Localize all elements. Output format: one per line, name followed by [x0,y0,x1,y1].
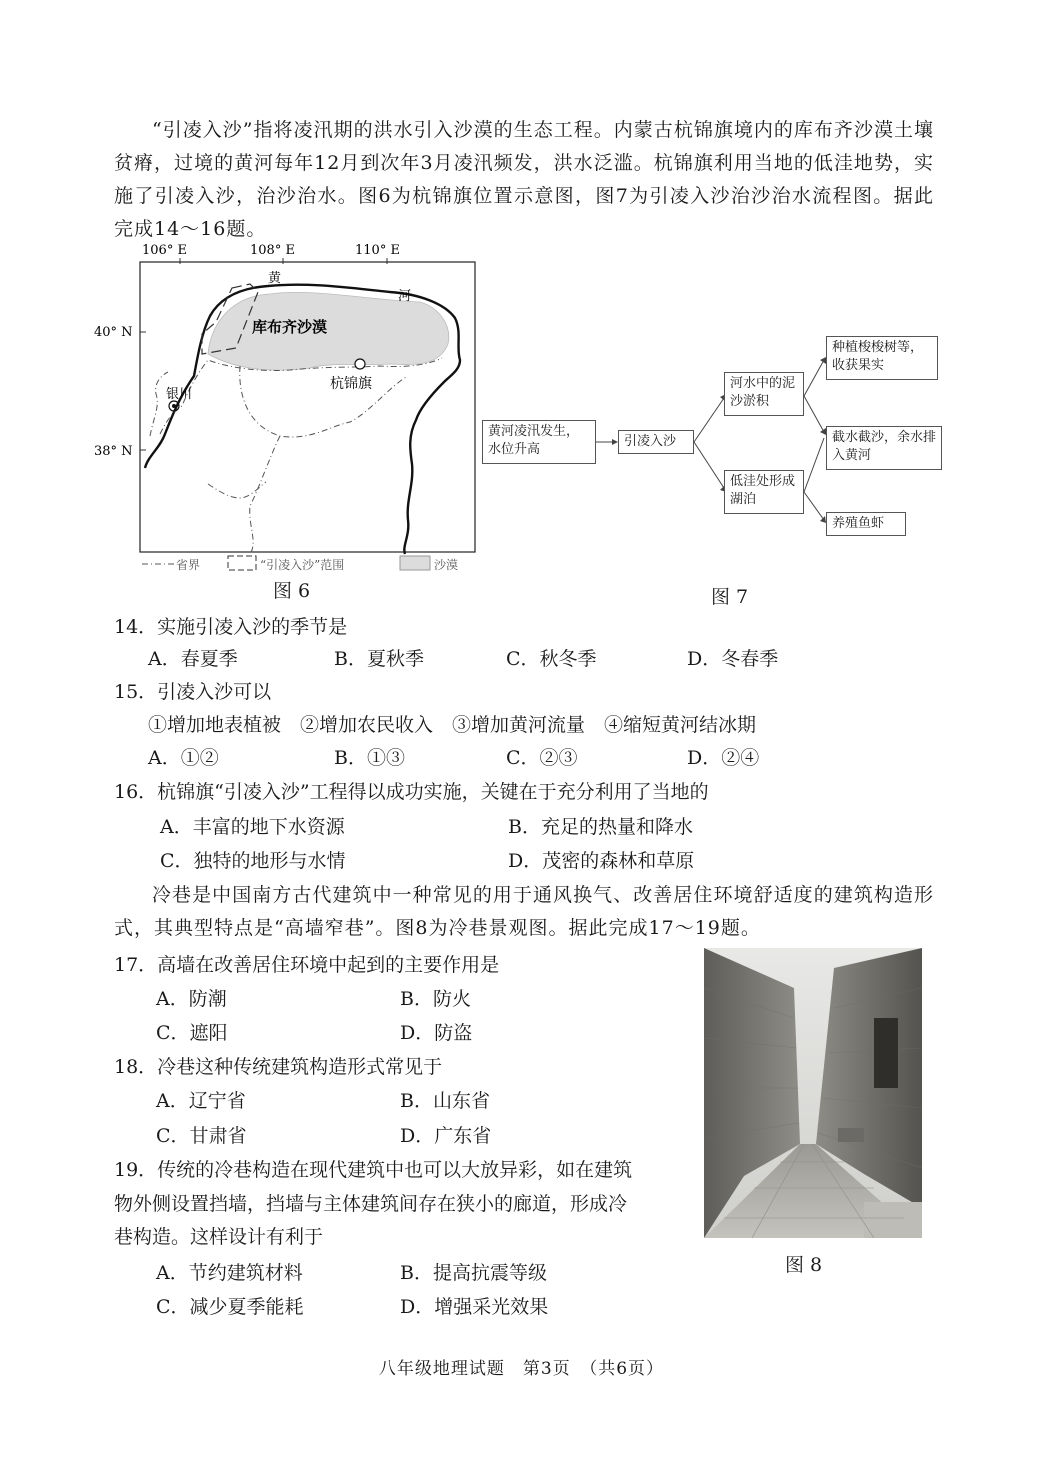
q14-option-b[interactable]: B．夏秋季 [334,648,424,670]
q15-option-b[interactable]: B．①③ [334,747,405,769]
q17-option-b[interactable]: B．防火 [400,988,471,1010]
q14-option-a[interactable]: A．春夏季 [148,648,238,670]
question-19-line-2: 物外侧设置挡墙，挡墙与主体建筑间存在狭小的廊道，形成冷 [114,1193,628,1215]
q19-option-a[interactable]: A．节约建筑材料 [156,1262,303,1284]
figure-6-map [90,236,490,576]
lon-label-108: 108° E [250,243,295,258]
q15-items: ①增加地表植被 ②增加农民收入 ③增加黄河流量 ④缩短黄河结冰期 [148,714,757,736]
lat-label-40: 40° N [94,325,133,340]
intro-paragraph-2: 冷巷是中国南方古代建筑中一种常见的用于通风换气、改善居住环境舒适度的建筑构造形式，其典型特点是“高墙窄巷”。图8为冷巷景观图。据此完成17～19题。 [114,884,934,939]
flow-box-lake: 低洼处形成湖泊 [724,470,804,514]
question-19-line-1: 19．传统的冷巷构造在现代建筑中也可以大放异彩，如在建筑 [114,1159,633,1181]
flow-box-fish: 养殖鱼虾 [826,512,906,536]
q16-option-d[interactable]: D．茂密的森林和草原 [508,850,695,872]
lat-label-38: 38° N [94,444,133,459]
legend-desert-swatch [400,556,430,570]
q18-option-a[interactable]: A．辽宁省 [156,1090,246,1112]
q17-option-c[interactable]: C．遮阳 [156,1022,228,1044]
flow-box-yinling: 引凌入沙 [618,430,694,454]
city-label-hangjin: 杭锦旗 [330,376,372,392]
desert-area [208,292,449,370]
q18-option-c[interactable]: C．甘肃省 [156,1125,247,1147]
q17-option-a[interactable]: A．防潮 [156,988,227,1010]
q16-option-a[interactable]: A．丰富的地下水资源 [160,816,345,838]
page-footer: 八年级地理试题 第3页 （共6页） [378,1359,665,1379]
figure-8-caption: 图 8 [785,1254,823,1276]
q19-option-c[interactable]: C．减少夏季能耗 [156,1296,304,1318]
q19-option-b[interactable]: B．提高抗震等级 [400,1262,547,1284]
q16-option-b[interactable]: B．充足的热量和降水 [508,816,693,838]
figure-7-caption: 图 7 [711,586,749,608]
q18-option-b[interactable]: B．山东省 [400,1090,490,1112]
q18-option-d[interactable]: D．广东省 [400,1125,492,1147]
legend-range-swatch [228,556,256,570]
city-label-yinchuan: 银川 [166,387,193,402]
figure-6-caption: 图 6 [273,580,311,602]
q16-option-c[interactable]: C．独特的地形与水情 [160,850,346,872]
lon-label-110: 110° E [355,243,400,258]
q19-option-d[interactable]: D．增强采光效果 [400,1296,549,1318]
figure-7-flowchart [480,330,960,550]
question-18-stem: 18．冷巷这种传统建筑构造形式常见于 [114,1056,443,1078]
q14-option-c[interactable]: C．秋冬季 [506,648,597,670]
figure-8-photo [704,948,922,1238]
flow-box-intercept: 截水截沙，余水排入黄河 [826,426,942,470]
flow-box-sediment: 河水中的泥沙淤积 [724,372,804,416]
desert-label: 库布齐沙漠 [252,318,328,336]
q15-option-a[interactable]: A．①② [148,747,219,769]
lon-label-106: 106° E [142,243,187,258]
river-label-huang: 黄 [268,271,282,286]
river-label-he: 河 [398,289,412,304]
province-border [160,358,442,434]
legend-border-label: 省界 [176,558,201,572]
intro-paragraph-1: “引凌入沙”指将凌汛期的洪水引入沙漠的生态工程。内蒙古杭锦旗境内的库布齐沙漠土壤贫瘠，过境的黄河每年12月到次年3月凌汛频发，洪水泛滥。杭锦旗利用当地的低洼地势，实施了引凌入沙，治沙治水。图6为杭锦旗位置示意图，图7为引凌入沙治沙治水流程图。据此完成14～16题。 [114,119,934,240]
question-15-stem: 15．引凌入沙可以 [114,681,272,703]
q15-option-c[interactable]: C．②③ [506,747,578,769]
question-14-stem: 14．实施引凌入沙的季节是 [114,616,348,638]
legend-range-label: “引凌入沙”范围 [260,558,345,572]
hangjin-marker [355,359,365,369]
question-19-line-3: 巷构造。这样设计有利于 [114,1226,324,1248]
flow-box-start: 黄河凌汛发生，水位升高 [482,420,596,464]
doorway [874,1018,898,1088]
q14-option-d[interactable]: D．冬春季 [687,648,779,670]
legend-desert-label: 沙漠 [434,558,459,572]
flow-box-plant: 种植梭梭树等，收获果实 [826,336,938,380]
question-16-stem: 16．杭锦旗“引凌入沙”工程得以成功实施，关键在于充分利用了当地的 [114,781,709,803]
q17-option-d[interactable]: D．防盗 [400,1022,473,1044]
question-17-stem: 17．高墙在改善居住环境中起到的主要作用是 [114,954,500,976]
q15-option-d[interactable]: D．②④ [687,747,760,769]
